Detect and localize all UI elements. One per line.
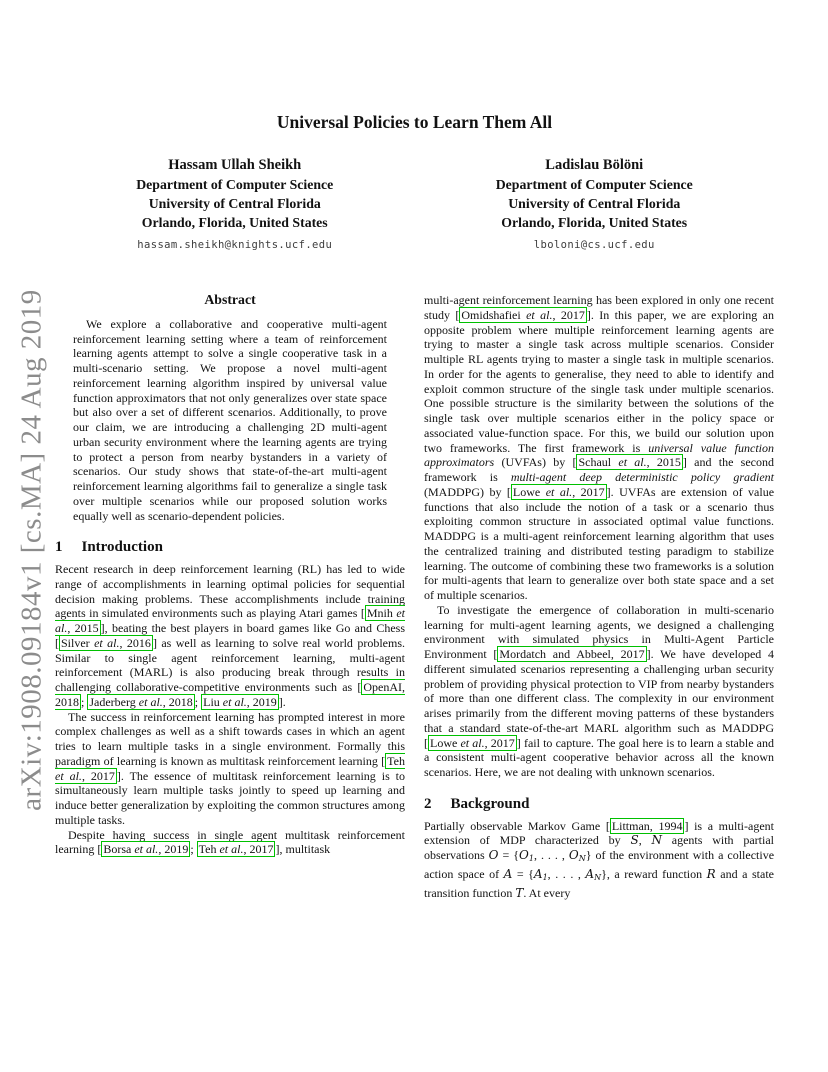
citation-link[interactable]: Mordatch and Abbeel, 2017 (499, 647, 645, 661)
emphasis-text: et al. (545, 484, 573, 499)
emphasis-text: et al. (526, 307, 553, 322)
emphasis-text: universal value function approximators (424, 440, 774, 470)
paragraph: Partially observable Markov Game [ Littman, 1994 ] is a multi-agent extension of MDP characterized by S, N agents with partial observations O = {O1, . . . , ON} of the environment with a collective action space of A = {A1, . . . , AN}, a reward function R and a state transition function T. At every (424, 818, 775, 900)
paper-title: Universal Policies to Learn Them All (276, 112, 553, 132)
citation-link[interactable]: Lowe et al., 2017 (430, 735, 515, 750)
math-symbol: R (706, 866, 716, 881)
section-number: 1 (55, 539, 63, 556)
introduction-body (55, 562, 405, 857)
abstract-heading: Abstract (204, 292, 256, 307)
author-1 (55, 156, 415, 251)
abstract-body (73, 317, 387, 524)
left-column (55, 293, 405, 900)
math-subscript: 1 (542, 872, 548, 882)
emphasis-text: et al. (138, 694, 163, 709)
section-heading-introduction (55, 540, 405, 555)
arxiv-stamp: arXiv:1908.09184v1 [cs.MA] 24 Aug 2019 (15, 289, 48, 811)
math-subscript: 1 (528, 854, 534, 863)
citation-link[interactable]: Lowe et al., 2017 (512, 484, 605, 499)
citation-link[interactable]: Jaderberg et al., 2018 (89, 694, 193, 709)
math-symbol: A (503, 866, 513, 881)
math-symbol: O (488, 848, 499, 862)
author-affiliation-dept: Department of Computer Science (136, 177, 334, 192)
introduction-continuation (424, 293, 774, 780)
math-subscript: N (594, 872, 602, 882)
author-name: Ladislau Bölöni (545, 157, 644, 173)
background-body (424, 819, 774, 901)
math-symbol: S (630, 833, 639, 848)
math-symbol: O (568, 848, 579, 862)
citation-link[interactable]: Silver et al., 2016 (61, 635, 151, 650)
paragraph: We explore a collaborative and cooperative multi-agent reinforcement learning setting where a team of reinforcement learning agents attempt to solve a single cooperative task in a multi-scenario setting. We propose a novel multi-agent reinforcement learning algorithm inspired by universal value function approximators that not only generalizes over state space but also over a set of different scenarios. Additionally, to prove our claim, we are introducing a challenging 2D multi-agent urban security environment where the learning agents are trying to protect a person from nearby bystanders in a variety of scenarios. Our study shows that state-of-the-art multi-agent reinforcement learning algorithms fail to generalize a single task over multiple scenarios while our proposed solution works equally well as scenario-dependent policies. (73, 316, 387, 523)
citation-link[interactable]: Mnih et al., 2015 (55, 606, 405, 635)
section-title: Background (450, 795, 530, 812)
citation-link[interactable]: Liu et al., 2019 (203, 694, 277, 709)
author-affiliation-dept: Department of Computer Science (495, 177, 693, 192)
section-heading-background (424, 797, 774, 812)
author-2 (415, 156, 775, 251)
citation-link[interactable]: Littman, 1994 (611, 818, 683, 833)
math-symbol: N (651, 833, 662, 848)
author-email: hassam.sheikh@knights.ucf.edu (137, 239, 333, 251)
emphasis-text: multi-agent deep deterministic policy gradient (510, 470, 774, 484)
paragraph: To investigate the emergence of collaboration in multi-scenario learning for multi-agent learning agents, we designed a challenging environment with simulated physics in Multi-Agent Particle Environment [ Mordatch and Abbeel, 2017 ]. We have developed 4 different simulated scenarios representing a challenging urban security problem of providing physical protection to VIP from nearby bystanders of more than one different class. The complexity in our environment arises primarily from the different moving patterns of these bystanders that a standard state-of-the-art MARL algorithm such as MADDPG [ Lowe et al., 2017 ] fail to capture. The goal here is to learn a stable and a consistent multi-agent cooperative behavior across all the known scenarios. Here, we are not dealing with unknown scenarios. (424, 602, 775, 779)
citation-link[interactable]: Borsa et al., 2019 (103, 842, 189, 857)
author-affiliation-univ: University of Central Florida (508, 196, 681, 211)
citation-link[interactable]: Teh et al., 2017 (198, 842, 274, 857)
author-affiliation-univ: University of Central Florida (148, 196, 321, 211)
emphasis-text: et al. (222, 694, 247, 709)
citation-link[interactable]: Schaul et al., 2015 (578, 455, 681, 470)
author-name: Hassam Ullah Sheikh (168, 157, 302, 173)
section-number: 2 (424, 795, 432, 812)
section-title: Introduction (81, 539, 163, 556)
math-symbol: A (585, 866, 595, 881)
paragraph: multi-agent reinforcement learning has been explored in only one recent study [ Omidshafiei et al., 2017 ]. In this paper, we are exploring an opposite problem where multiple reinforcement learning agents are trying to master a single task across multiple scenarios. Consider multiple RL agents trying to master a single task in multiple scenarios. In order for the agents to generalise, they need to able to identify and exploit common structure of the single task under multiple scenarios. One possible structure is the similarity between the solutions of the single task over multiple scenarios either in the policy space or associated value-function space. For this, we build our solution upon two frameworks. The first framework is universal value function approximators (UVFAs) by [ Schaul et al., 2015 ] and the second framework is multi-agent deep deterministic policy gradient (MADDPG) by [ Lowe et al., 2017 ]. UVFAs are extension of value functions that also include the notion of a task or a scenario thus exploiting common structure in associated optimal value functions. MADDPG is a multi-agent reinforcement learning algorithm that uses the centralized training and distributed testing paradigm to stabilize learning. The outcome of combining these two frameworks is a solution for multi-agents that learn to generalize over both state space and a set of multiple scenarios. (424, 293, 775, 602)
author-affiliation-city: Orlando, Florida, United States (141, 215, 328, 230)
emphasis-text: et al. (134, 842, 159, 857)
emphasis-text: et al. (55, 606, 405, 635)
emphasis-text: et al. (55, 768, 82, 783)
paragraph: Despite having success in single agent multitask reinforcement learning [ Borsa et al., 2019 ; Teh et al., 2017 ], multitask (55, 827, 405, 857)
math-symbol: A (533, 866, 543, 881)
author-affiliation-city: Orlando, Florida, United States (501, 215, 688, 230)
math-symbol: T (515, 885, 524, 900)
two-column-body (55, 293, 774, 900)
paper-page (55, 0, 774, 900)
math-symbol: O (519, 848, 529, 862)
right-column (424, 293, 774, 900)
math-subscript: N (578, 854, 586, 863)
paragraph: Recent research in deep reinforcement learning (RL) has led to wide range of accomplishments in learning optimal policies for sequential decision making problems. These accomplishments include training agents in simulated environments such as playing Atari games [ Mnih et al., 2015 ], beating the best players in board games like Go and Chess [ Silver et al., 2016 ] as well as learning to solve real world problems. Similar to single agent reinforcement learning, multi-agent reinforcement (MARL) is also producing break through results in challenging collaborative-competitive environments such as [ OpenAI, 2018 ; Jaderberg et al., 2018 ; Liu et al., 2019 ]. (55, 562, 405, 709)
emphasis-text: et al. (460, 735, 485, 750)
paragraph: The success in reinforcement learning has prompted interest in more complex challenges as well as a shift towards cases in which an agent tries to learn multiple tasks in a single environment. Formally this paradigm of learning is known as multitask reinforcement learning [ Teh et al., 2017 ]. The essence of multitask reinforcement learning is to simultaneously learn multiple tasks jointly to speed up learning and induce better generalization by exploiting the common structures among multiple tasks. (55, 709, 406, 827)
abstract-section (55, 293, 405, 523)
emphasis-text: et al. (219, 842, 244, 857)
author-block (55, 156, 774, 251)
emphasis-text: et al. (94, 635, 120, 650)
citation-link[interactable]: OpenAI, 2018 (55, 680, 405, 709)
emphasis-text: et al. (618, 455, 647, 470)
author-email: lboloni@cs.ucf.edu (533, 239, 655, 251)
citation-link[interactable]: Teh et al., 2017 (55, 753, 405, 783)
citation-link[interactable]: Omidshafiei et al., 2017 (461, 307, 585, 322)
